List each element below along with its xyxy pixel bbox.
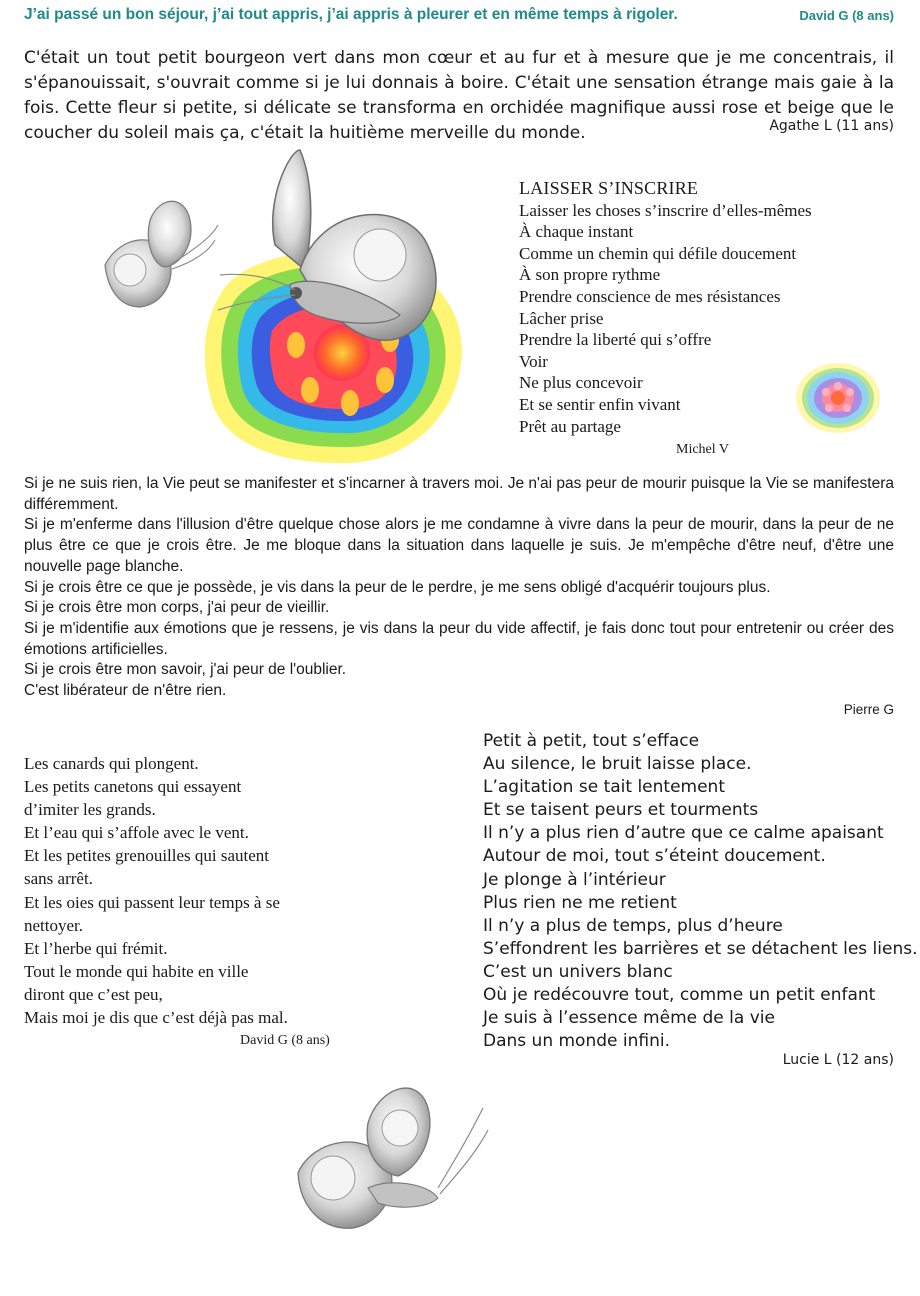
header-quote: J’ai passé un bon séjour, j’ai tout appris, j’ai appris à pleurer et en même temps à rigoler. bbox=[24, 6, 678, 23]
header-author: David G (8 ans) bbox=[799, 8, 894, 23]
pierre-paragraph: Si je ne suis rien, la Vie peut se manifester et s'incarner à travers moi. Je n'ai pas peur de mourir puisque la Vie se manifestera différemment. bbox=[24, 475, 894, 513]
michel-author: Michel V bbox=[676, 442, 730, 457]
poem-line: Où je redécouvre tout, comme un petit enfant bbox=[483, 985, 876, 1006]
small-flower-illustration bbox=[795, 362, 881, 434]
poem-line: L’agitation se tait lentement bbox=[483, 777, 725, 798]
poem-lucie bbox=[483, 730, 918, 1053]
poem-line: S’effondrent les barrières et se détachent les liens. bbox=[483, 938, 918, 959]
poem-line: Laisser les choses s’inscrire d’elles-mêmes bbox=[519, 200, 812, 220]
poem-line: Tout le monde qui habite en ville bbox=[24, 961, 249, 981]
poem-line: sans arrêt. bbox=[24, 869, 93, 889]
lucie-author: Lucie L (12 ans) bbox=[782, 1052, 894, 1068]
poem-laisser-s-inscrire bbox=[519, 178, 839, 437]
poem-line: Petit à petit, tout s’efface bbox=[483, 731, 700, 751]
poem-line: Je plonge à l’intérieur bbox=[483, 869, 666, 890]
poem-line: Et les petites grenouilles qui sautent bbox=[24, 846, 270, 866]
poem-line: Il n’y a plus de temps, plus d’heure bbox=[483, 915, 783, 936]
poem-line: Et se taisent peurs et tourments bbox=[483, 800, 759, 821]
poem-title: LAISSER S’INSCRIRE bbox=[519, 178, 699, 198]
pierre-paragraph: Si je crois être mon savoir, j'ai peur de l'oublier. bbox=[24, 661, 347, 679]
pierre-text bbox=[24, 474, 894, 702]
poem-line: À son propre rythme bbox=[519, 265, 661, 285]
poem-line: Prendre conscience de mes résistances bbox=[519, 286, 781, 306]
poem-line: Et l’herbe qui frémit. bbox=[24, 938, 168, 958]
poem-line: Comme un chemin qui défile doucement bbox=[519, 243, 797, 263]
poem-line: Plus rien ne me retient bbox=[483, 892, 677, 913]
poem-line: Et l’eau qui s’affole avec le vent. bbox=[24, 823, 249, 843]
butterflies-flower-illustration bbox=[100, 145, 480, 470]
poem-line: À chaque instant bbox=[519, 222, 634, 242]
poem-david bbox=[24, 752, 354, 1029]
pierre-paragraph: Si je m'enferme dans l'illusion d'être quelque chose alors je me condamne à vivre dans la peur de mourir, dans la peur de ne plus être ce que je crois être. Je me bloque dans la situation dans laquelle je suis. Je m'empêche d'être neuf, d'être une nouvelle page blanche. bbox=[24, 516, 894, 575]
poem-line: Prêt au partage bbox=[519, 416, 621, 436]
poem-line: C’est un univers blanc bbox=[483, 961, 673, 982]
poem-line: Mais moi je dis que c’est déjà pas mal. bbox=[24, 1008, 288, 1028]
poem-line: Voir bbox=[519, 351, 548, 371]
poem-line: diront que c’est peu, bbox=[24, 984, 163, 1004]
poem-line: Je suis à l’essence même de la vie bbox=[483, 1008, 775, 1029]
poem-line: d’imiter les grands. bbox=[24, 800, 156, 820]
poem-line: nettoyer. bbox=[24, 915, 84, 935]
poem-line: Ne plus concevoir bbox=[519, 373, 643, 393]
poem-line: Dans un monde infini. bbox=[483, 1031, 670, 1052]
agathe-author: Agathe L (11 ans) bbox=[769, 118, 894, 134]
pierre-paragraph: Si je crois être mon corps, j'ai peur de vieillir. bbox=[24, 599, 330, 617]
poem-line: Les canards qui plongent. bbox=[24, 754, 199, 773]
pierre-paragraph: Si je m'identifie aux émotions que je ressens, je vis dans la peur du vide affectif, je fais donc tout pour entretenir ou créer des émotions artificielles. bbox=[24, 619, 894, 658]
pierre-author: Pierre G bbox=[843, 702, 894, 717]
poem-line: Au silence, le bruit laisse place. bbox=[483, 754, 752, 775]
poem-line: Et les oies qui passent leur temps à se bbox=[24, 892, 280, 912]
poem-line: Autour de moi, tout s’éteint doucement. bbox=[483, 846, 826, 867]
poem-line: Prendre la liberté qui s’offre bbox=[519, 330, 712, 350]
poem-line: Les petits canetons qui essayent bbox=[24, 777, 242, 797]
david-author: David G (8 ans) bbox=[240, 1033, 330, 1048]
pierre-paragraph: Si je crois être ce que je possède, je vis dans la peur de le perdre, je me sens obligé d'acquérir toujours plus. bbox=[24, 578, 771, 596]
poem-line: Lâcher prise bbox=[519, 308, 604, 328]
poem-line: Il n’y a plus rien d’autre que ce calme apaisant bbox=[483, 823, 884, 844]
agathe-text: C'était un tout petit bourgeon vert dans mon cœur et au fur et à mesure que je me concentrais, il s'épanouissait, s'ouvrait comme si je lui donnais à boire. C'était une sensation étrange mais gaie à la fois. Cette fleur si petite, si délicate se transforma en orchidée magnifique aussi rose et beige que le coucher du soleil mais ça, c'était la huitième merveille du monde. bbox=[24, 48, 894, 143]
pierre-paragraph: C'est libérateur de n'être rien. bbox=[24, 682, 227, 700]
butterfly-illustration bbox=[288, 1068, 498, 1240]
poem-line: Et se sentir enfin vivant bbox=[519, 394, 681, 414]
